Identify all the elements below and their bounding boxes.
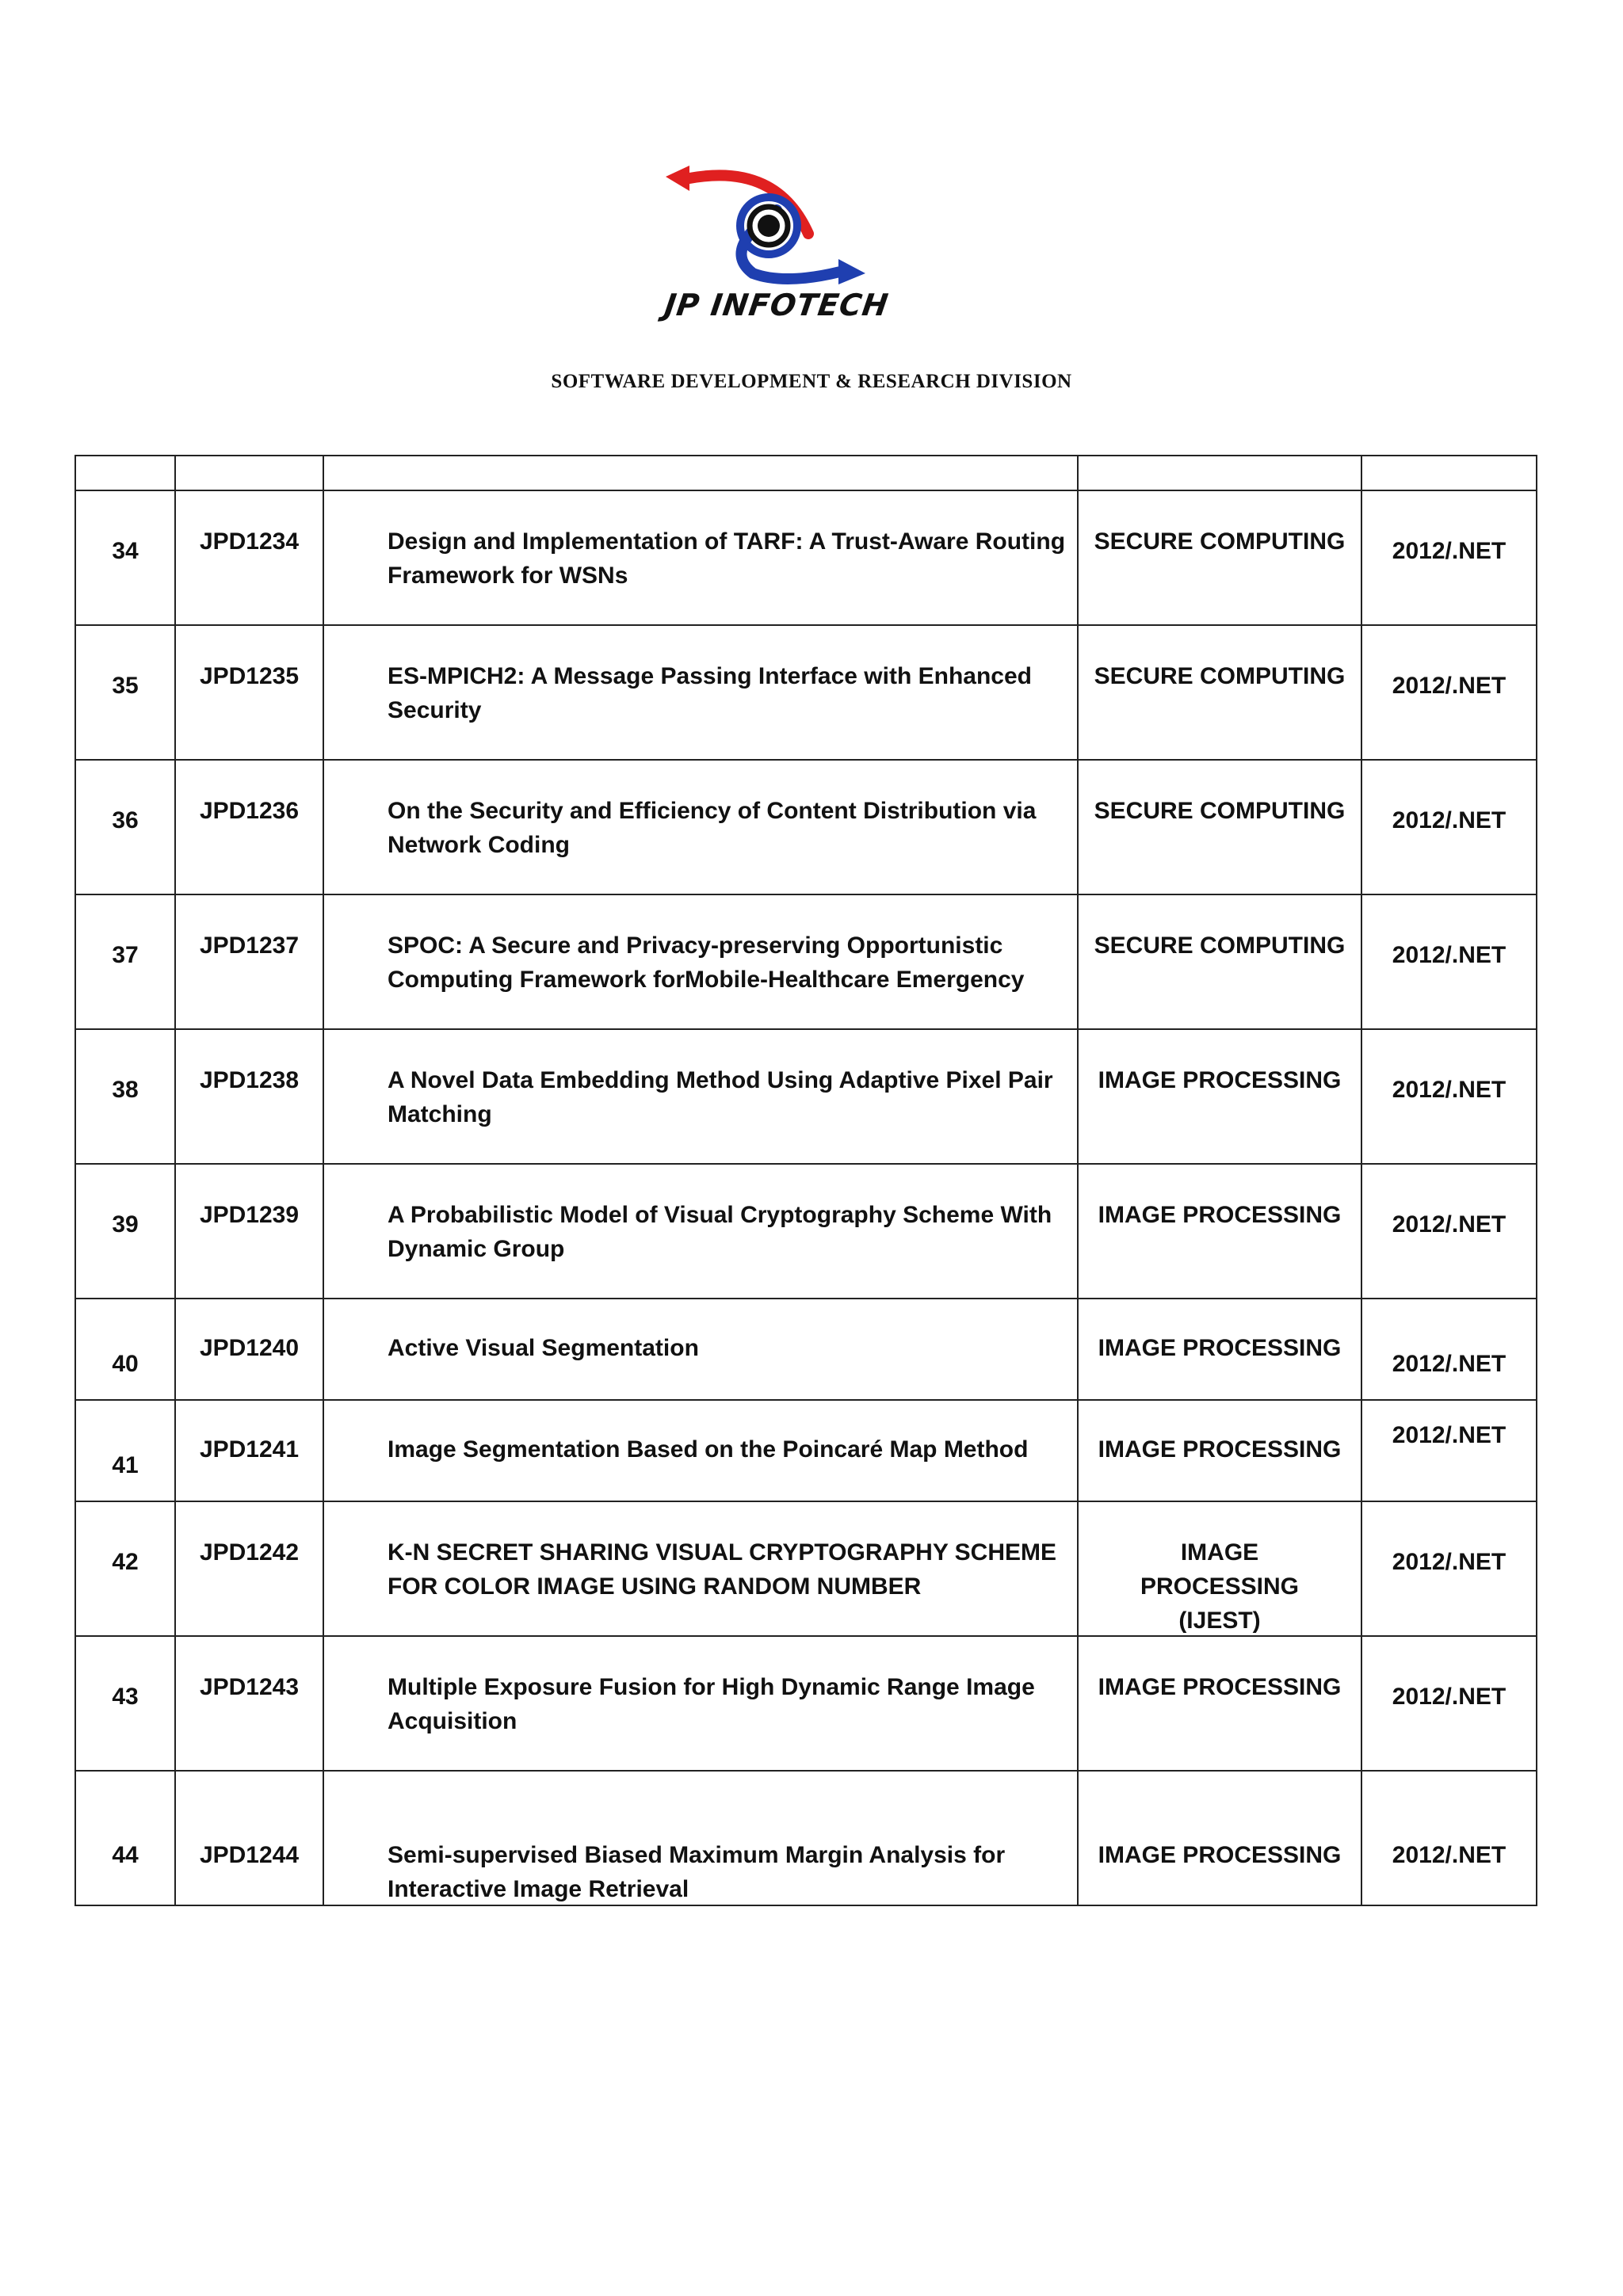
project-category: IMAGE PROCESSING xyxy=(1098,1436,1342,1463)
project-year: 2012/.NET xyxy=(1392,1077,1507,1103)
project-category: SECURE COMPUTING xyxy=(1094,798,1346,824)
project-title: Design and Implementation of TARF: A Trust-Aware Routing Framework for WSNs xyxy=(388,528,1066,589)
project-number: 41 xyxy=(112,1452,139,1478)
table-row xyxy=(75,1299,1537,1400)
project-year: 2012/.NET xyxy=(1392,538,1507,564)
table-header-row xyxy=(75,456,1537,490)
project-category: IMAGE PROCESSING xyxy=(1098,1202,1342,1228)
project-code: JPD1235 xyxy=(199,663,300,689)
project-code: JPD1241 xyxy=(199,1436,300,1463)
project-category: IMAGE PROCESSING (IJEST) xyxy=(1140,1539,1300,1634)
project-number: 37 xyxy=(112,942,139,968)
project-code: JPD1242 xyxy=(199,1539,300,1566)
project-code: JPD1236 xyxy=(199,798,300,824)
table-row xyxy=(75,1029,1537,1164)
project-year: 2012/.NET xyxy=(1392,1422,1507,1448)
project-year: 2012/.NET xyxy=(1392,807,1507,833)
project-year: 2012/.NET xyxy=(1392,673,1507,699)
project-year: 2012/.NET xyxy=(1392,1549,1507,1575)
project-code: JPD1239 xyxy=(199,1202,300,1228)
project-code: JPD1234 xyxy=(199,528,300,555)
project-title: On the Security and Efficiency of Content Distribution via Network Coding xyxy=(388,798,1037,858)
logo-eye-icon xyxy=(658,154,896,289)
project-number: 42 xyxy=(112,1549,139,1575)
project-code: JPD1240 xyxy=(199,1335,300,1361)
division-title: SOFTWARE DEVELOPMENT & RESEARCH DIVISION xyxy=(551,371,1072,392)
table-row xyxy=(75,1501,1537,1636)
project-category: IMAGE PROCESSING xyxy=(1098,1067,1342,1093)
header-cell xyxy=(1078,456,1361,490)
project-title: Active Visual Segmentation xyxy=(388,1335,699,1361)
project-title: K-N SECRET SHARING VISUAL CRYPTOGRAPHY SCHEME FOR COLOR IMAGE USING RANDOM NUMBER xyxy=(388,1539,1056,1600)
project-number: 35 xyxy=(112,673,139,699)
project-category: SECURE COMPUTING xyxy=(1094,663,1346,689)
table-row xyxy=(75,760,1537,894)
project-number: 34 xyxy=(112,538,139,564)
project-year: 2012/.NET xyxy=(1392,1842,1507,1868)
project-title: Image Segmentation Based on the Poincaré Map Method xyxy=(388,1436,1029,1463)
project-code: JPD1238 xyxy=(199,1067,300,1093)
logo-text: JP INFOTECH xyxy=(662,288,892,322)
project-title: A Probabilistic Model of Visual Cryptography Scheme With Dynamic Group xyxy=(388,1202,1052,1262)
header-cell xyxy=(175,456,323,490)
project-year: 2012/.NET xyxy=(1392,1351,1507,1377)
project-number: 38 xyxy=(112,1077,139,1103)
table-row xyxy=(75,625,1537,760)
table-row xyxy=(75,490,1537,625)
table-row xyxy=(75,894,1537,1029)
project-title: Multiple Exposure Fusion for High Dynamic Range Image Acquisition xyxy=(388,1674,1035,1734)
project-category: IMAGE PROCESSING xyxy=(1098,1335,1342,1361)
project-category: SECURE COMPUTING xyxy=(1094,528,1346,555)
project-number: 39 xyxy=(112,1211,139,1238)
project-category: SECURE COMPUTING xyxy=(1094,933,1346,959)
project-title: SPOC: A Secure and Privacy-preserving Opportunistic Computing Framework forMobile-Healthcare Emergency xyxy=(388,933,1025,993)
project-code: JPD1237 xyxy=(199,933,300,959)
header-cell xyxy=(75,456,175,490)
project-title: A Novel Data Embedding Method Using Adaptive Pixel Pair Matching xyxy=(388,1067,1053,1127)
company-logo xyxy=(658,154,896,337)
project-title: ES-MPICH2: A Message Passing Interface with Enhanced Security xyxy=(388,663,1032,723)
project-number: 43 xyxy=(112,1684,139,1710)
project-year: 2012/.NET xyxy=(1392,1211,1507,1238)
project-year: 2012/.NET xyxy=(1392,1684,1507,1710)
table-row xyxy=(75,1771,1537,1905)
projects-table xyxy=(74,455,1537,1906)
project-title: Semi-supervised Biased Maximum Margin Analysis for Interactive Image Retrieval xyxy=(388,1842,1006,1902)
project-code: JPD1243 xyxy=(199,1674,300,1700)
project-number: 40 xyxy=(112,1351,139,1377)
table-row xyxy=(75,1400,1537,1501)
project-number: 44 xyxy=(112,1842,139,1868)
project-category: IMAGE PROCESSING xyxy=(1098,1842,1342,1868)
project-category: IMAGE PROCESSING xyxy=(1098,1674,1342,1700)
header-cell xyxy=(1361,456,1537,490)
header-cell xyxy=(323,456,1078,490)
project-code: JPD1244 xyxy=(199,1842,300,1868)
project-number: 36 xyxy=(112,807,139,833)
project-year: 2012/.NET xyxy=(1392,942,1507,968)
table-row xyxy=(75,1636,1537,1771)
table-row xyxy=(75,1164,1537,1299)
